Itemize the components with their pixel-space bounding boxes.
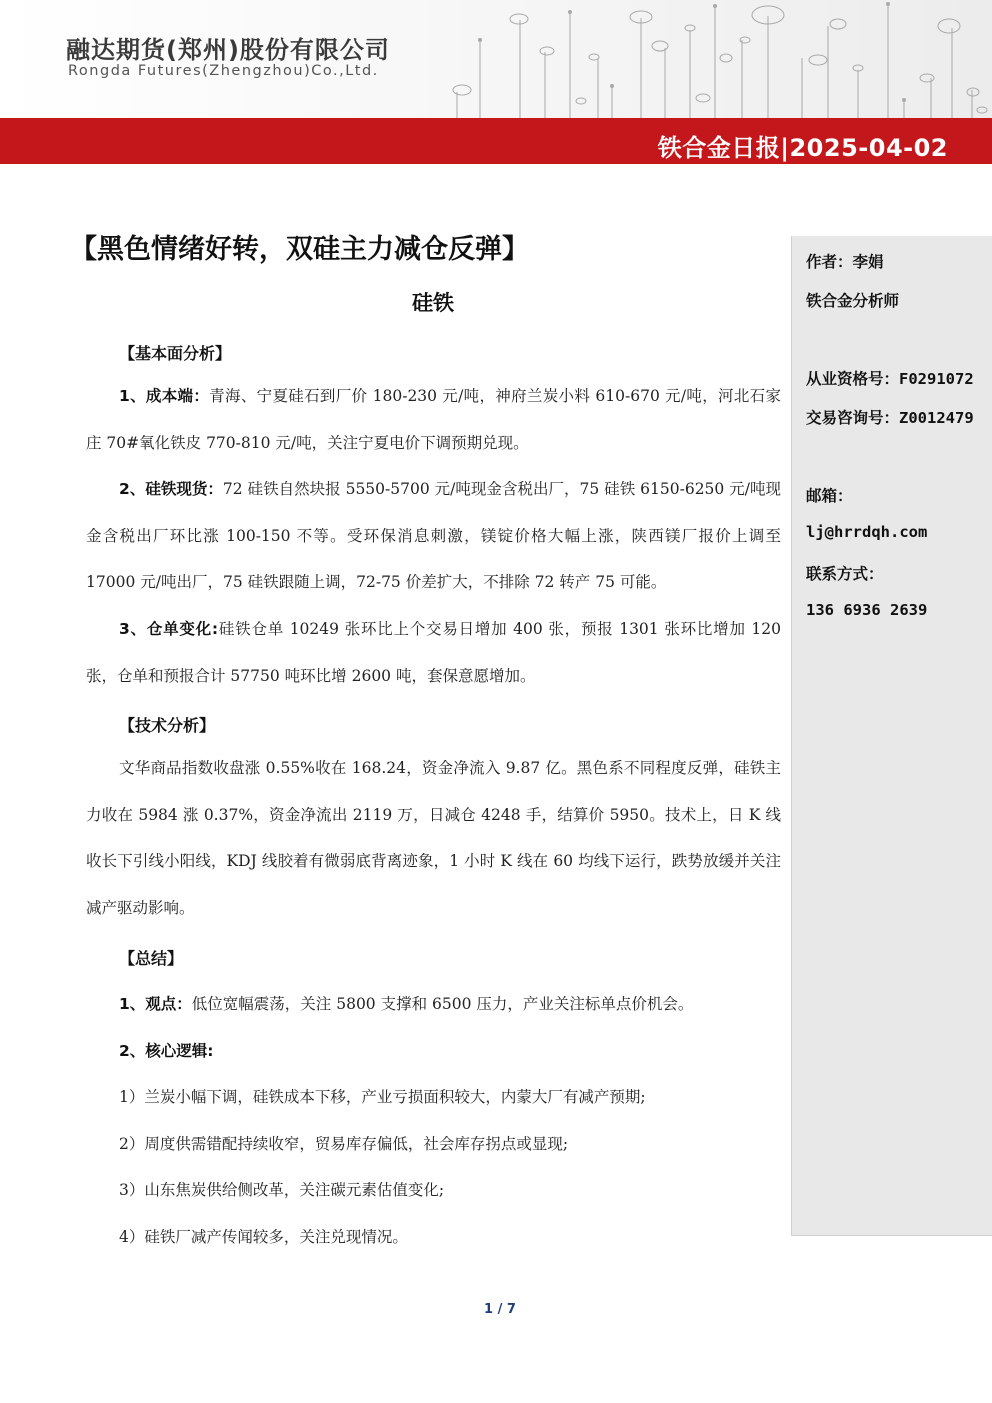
email-address[interactable]: lj@hrrdqh.com [806,523,928,541]
summary-logic-label [119,1039,213,1061]
logic-item: 3）山东焦炭供给侧改革，关注碳元素估值变化; [119,1181,445,1199]
item-text: 72 硅铁自然块报 5550-5700 元/吨现金含税出厂，75 硅铁 6150-6250 元/吨现金含税出厂环比涨 100-150 不等。受环保消息刺激，镁锭价格大幅上涨，陕西镁厂报价上调至 17000 元/吨出厂，75 硅铁跟随上调，72-75 价差扩大，不排除 72 转产 75 可能。 [86,480,781,591]
fundamentals-item [86,606,781,699]
email-label: 邮箱： [806,487,853,505]
logic-item: 2）周度供需错配持续收窄，贸易库存偏低，社会库存拐点或显现; [119,1135,569,1153]
article-title: 【黑色情绪好转，双硅主力减仓反弹】 [70,234,529,265]
author-role: 铁合金分析师 [806,292,900,310]
fundamentals-heading: 【基本面分析】 [119,344,232,363]
technical-heading: 【技术分析】 [119,716,216,735]
item-label: 2、硅铁现货： [119,480,223,498]
fundamentals-item [86,466,781,606]
article-subtitle: 硅铁 [412,291,454,315]
page-number: 1 / 7 [484,1302,516,1317]
logic-item: 4）硅铁厂减产传闻较多，关注兑现情况。 [119,1228,408,1246]
view-label: 1、观点： [119,995,192,1013]
logic-item: 1）兰炭小幅下调，硅铁成本下移，产业亏损面积较大，内蒙大厂有减产预期; [119,1088,646,1106]
author-name: 作者：李娟 [806,253,884,271]
technical-paragraph: 文华商品指数收盘涨 0.55%收在 168.24，资金净流入 9.87 亿。黑色系不同程度反弹，硅铁主力收在 5984 涨 0.37%，资金净流出 2119 万，日减仓 4248 手，结算价 5950。技术上，日 K 线收长下引线小阳线，KDJ 线胶着有微弱底背离迹象，1 小时 K 线在 60 均线下运行，跌势放缓并关注减产驱动影响。 [86,759,781,917]
consulting-number: 交易咨询号：Z0012479 [806,409,974,427]
author-sidebar [791,236,992,1236]
company-name-en: Rongda Futures(Zhengzhou)Co.,Ltd. [68,63,379,79]
company-name-cn: 融达期货(郑州)股份有限公司 [66,36,390,64]
logic-label: 2、核心逻辑: [119,1042,214,1060]
item-label: 1、成本端： [119,387,210,405]
item-text: 青海、宁夏硅石到厂价 180-230 元/吨，神府兰炭小料 610-670 元/吨，河北石家庄 70#氧化铁皮 770-810 元/吨，关注宁夏电价下调预期兑现。 [86,387,782,452]
summary-heading: 【总结】 [119,949,184,968]
item-text: 硅铁仓单 10249 张环比上个交易日增加 400 张，预报 1301 张环比增加 120 张，仓单和预报合计 57750 吨环比增 2600 吨，套保意愿增加。 [86,620,781,685]
phone-number: 136 6936 2639 [806,601,928,619]
report-title: 铁合金日报|2025-04-02 [657,134,948,162]
page-header [0,0,992,118]
view-text: 低位宽幅震荡，关注 5800 支撑和 6500 压力，产业关注标单点价机会。 [191,995,694,1013]
fundamentals-item [86,373,781,466]
summary-view [119,992,693,1014]
contact-label: 联系方式： [806,565,884,583]
item-label: 3、仓单变化: [119,620,219,638]
qualification-number: 从业资格号：F0291072 [806,370,974,388]
